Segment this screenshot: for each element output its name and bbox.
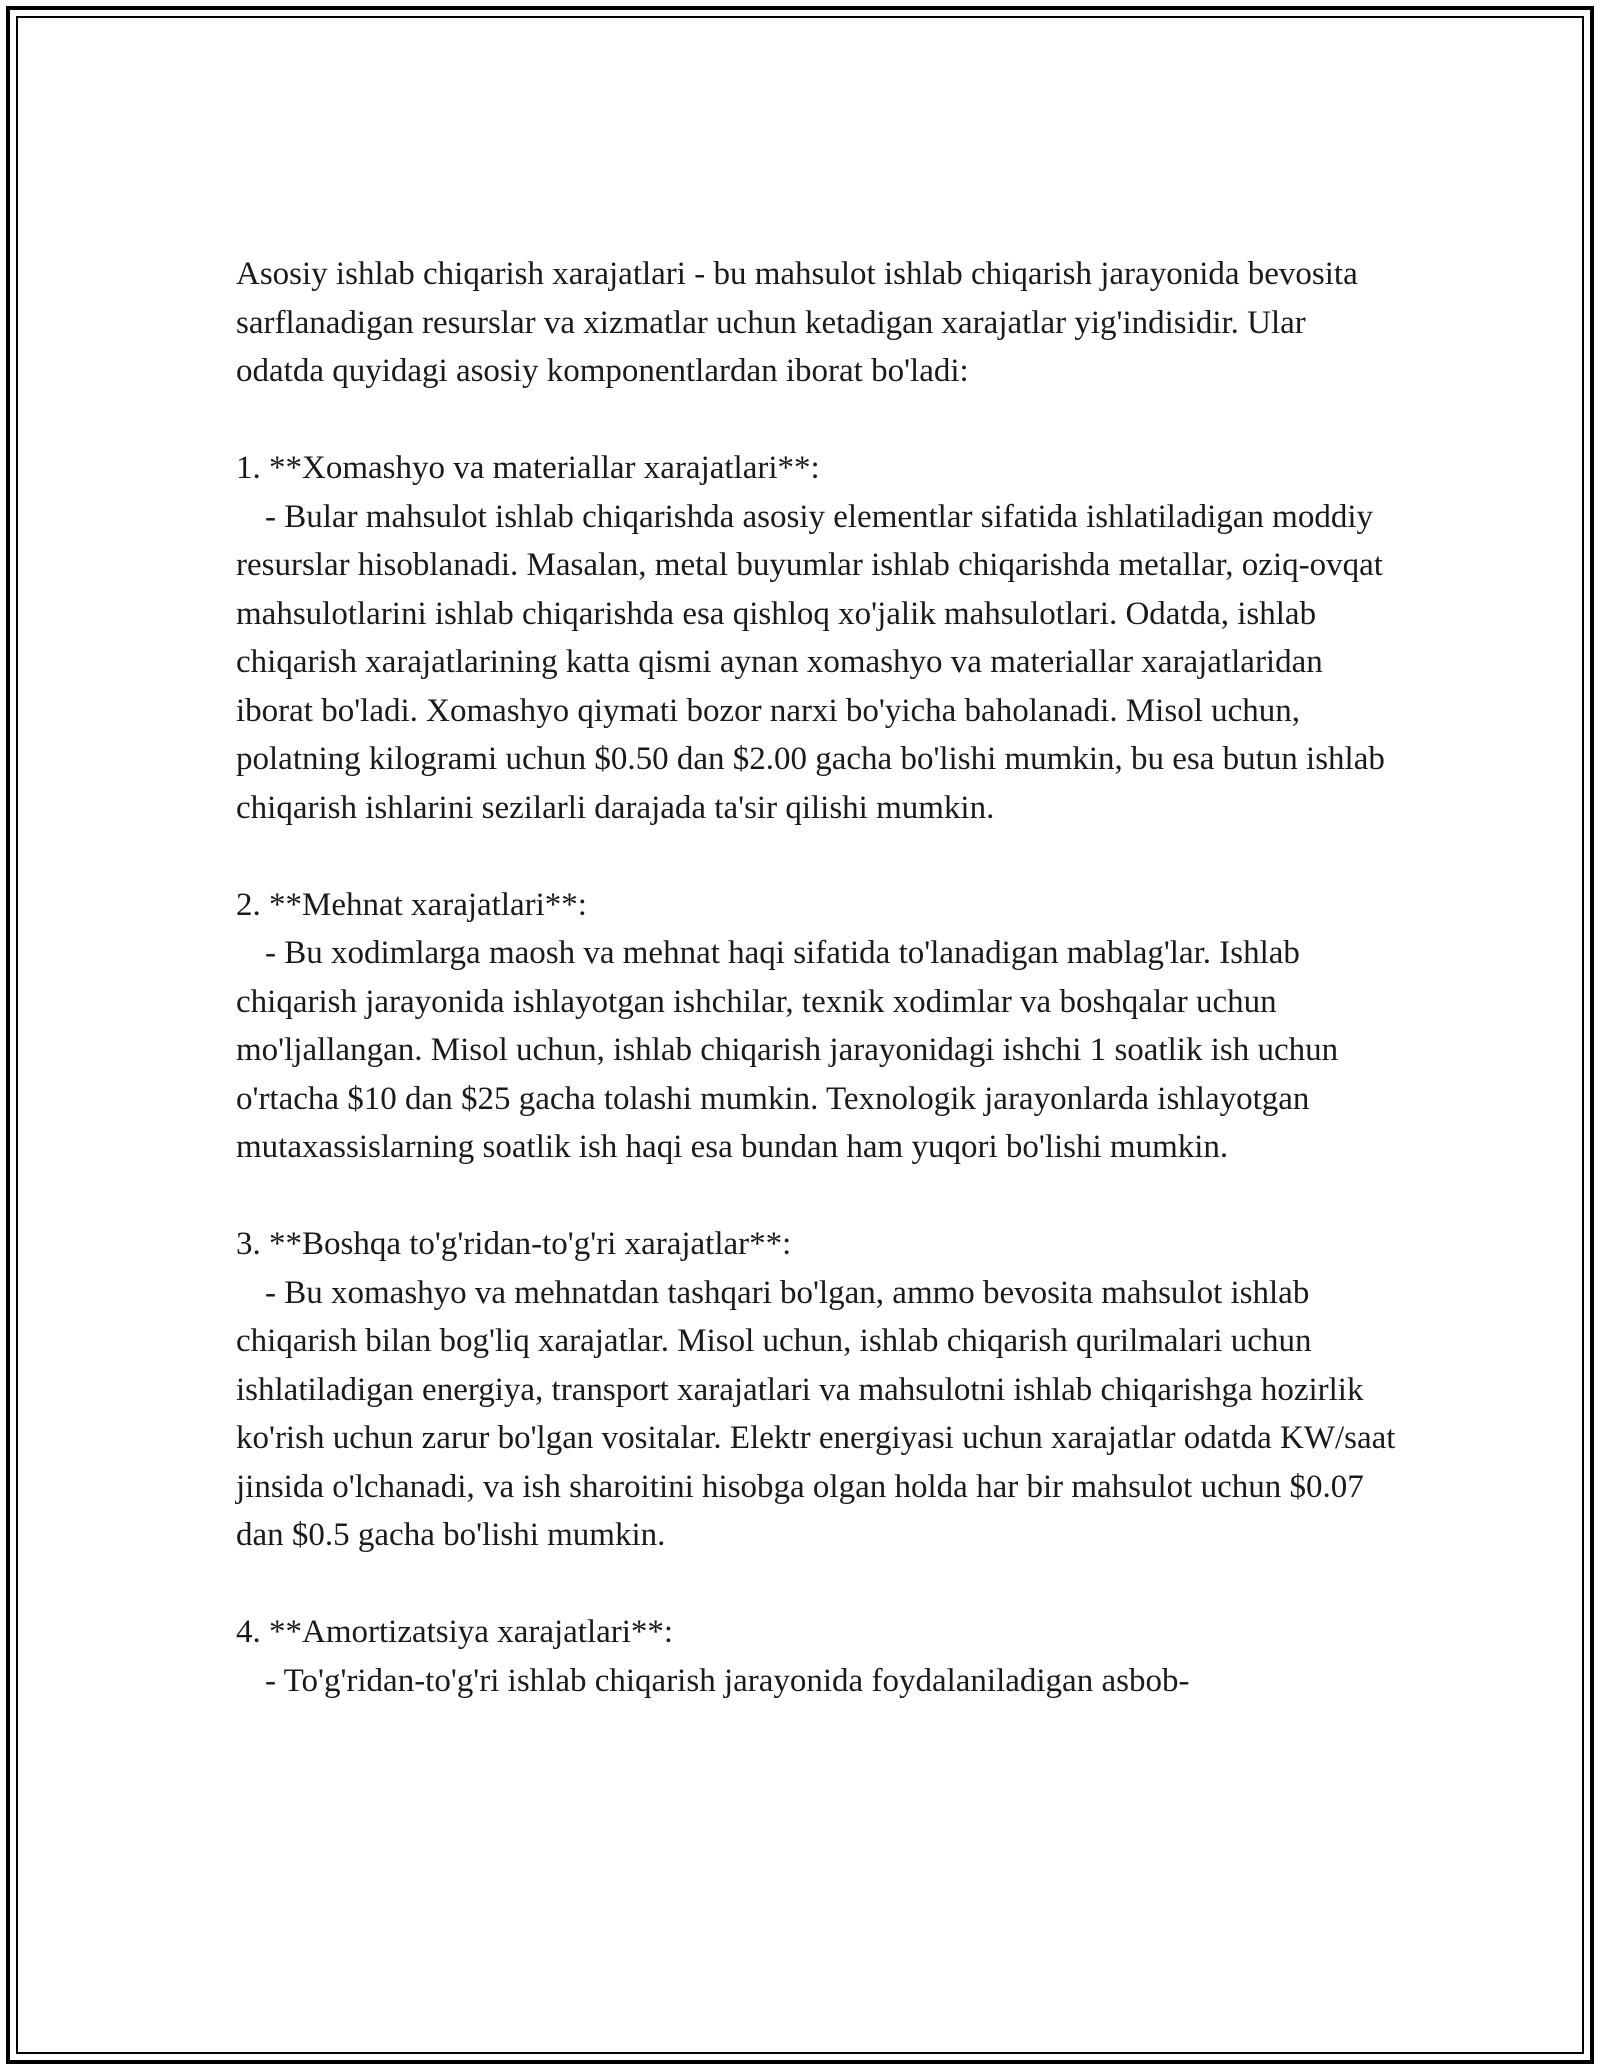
list-item-body: - To'g'ridan-to'g'ri ishlab chiqarish jarayonida foydalaniladigan asbob- — [265, 1662, 1190, 1699]
paragraph-spacer — [236, 396, 1396, 445]
list-item-title: 4. **Amortizatsiya xarajatlari**: — [236, 1614, 674, 1650]
list-item-body: - Bu xomashyo va mehnatdan tashqari bo'lgan, ammo bevosita mahsulot ishlab chiqarish bilan bog'liq xarajatlar. Misol uchun, ishlab chiqarish qurilmalari uchun ishlatiladigan energiya, transport xarajatlari va mahsulotni ishlab chiqarishga hozirlik ko'rish uchun zarur bo'lgan vositalar. Elektr energiyasi uchun xarajatlar odatda KW/saat jinsida o'lchanadi, va ish sharoitini hisobga olgan holda har bir mahsulot uchun $0.07 dan $0.5 gacha bo'lishi mumkin. — [236, 1274, 1396, 1553]
list-item-labor — [236, 881, 1396, 1172]
paragraph-spacer — [236, 1560, 1396, 1609]
list-item-title: 2. **Mehnat xarajatlari**: — [236, 886, 587, 923]
list-item-other-direct — [236, 1220, 1396, 1560]
document-body — [236, 250, 1396, 1705]
list-item-title: 3. **Boshqa to'g'ridan-to'g'ri xarajatlar**: — [236, 1226, 792, 1262]
list-item-body: - Bular mahsulot ishlab chiqarishda asosiy elementlar sifatida ishlatiladigan moddiy resurslar hisoblanadi. Masalan, metal buyumlar ishlab chiqarishda metallar, oziq-ovqat mahsulotlarini ishlab chiqarishda esa qishloq xo'jalik mahsulotlari. Odatda, ishlab chiqarish xarajatlarining katta qismi aynan xomashyo va materiallar xarajatlaridan iborat bo'ladi. Xomashyo qiymati bozor narxi bo'yicha baholanadi. Misol uchun, polatning kilogrami uchun $0.50 dan $2.00 gacha bo'lishi mumkin, bu esa butun ishlab chiqarish ishlarini sezilarli darajada ta'sir qilishi mumkin. — [236, 498, 1385, 826]
list-item-raw-materials — [236, 444, 1396, 832]
paragraph-spacer — [236, 832, 1396, 881]
list-item-body: - Bu xodimlarga maosh va mehnat haqi sifatida to'lanadigan mablag'lar. Ishlab chiqarish jarayonida ishlayotgan ishchilar, texnik xodimlar va boshqalar uchun mo'ljallangan. Misol uchun, ishlab chiqarish jarayonidagi ishchi 1 soatlik ish uchun o'rtacha $10 dan $25 gacha tolashi mumkin. Texnologik jarayonlarda ishlayotgan mutaxassislarning soatlik ish haqi esa bundan ham yuqori bo'lishi mumkin. — [236, 935, 1339, 1165]
paragraph-spacer — [236, 1172, 1396, 1221]
list-item-title: 1. **Xomashyo va materiallar xarajatlari**: — [236, 450, 820, 486]
list-item-amortization — [236, 1608, 1396, 1705]
intro-paragraph: Asosiy ishlab chiqarish xarajatlari - bu mahsulot ishlab chiqarish jarayonida bevosita sarflanadigan resurslar va xizmatlar uchun ketadigan xarajatlar yig'indisidir. Ular odatda quyidagi asosiy komponentlardan iborat bo'ladi: — [236, 256, 1358, 389]
